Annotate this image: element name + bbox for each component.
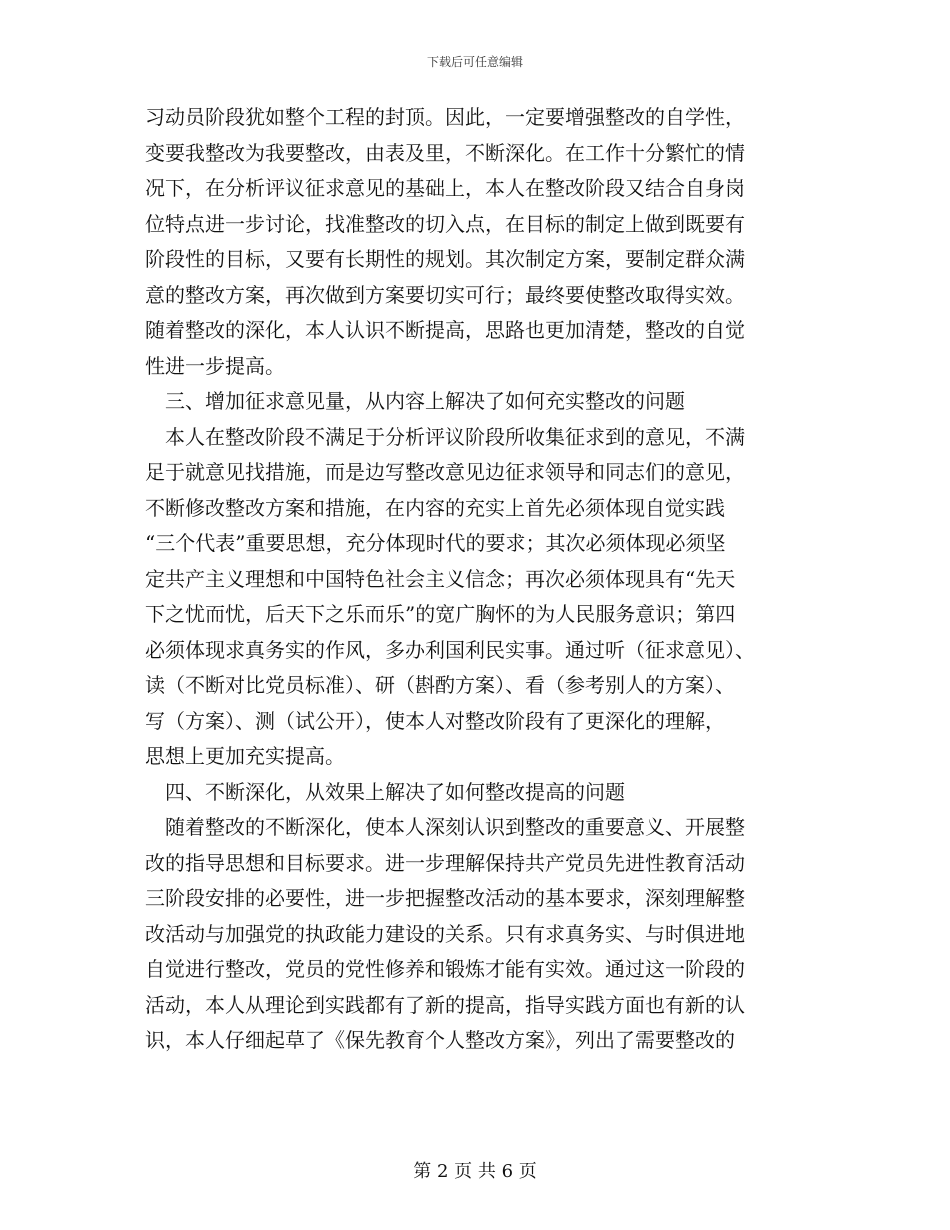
document-body <box>145 100 815 1059</box>
text-line: 随着整改的不断深化，使本人深刻认识到整改的重要意义、开展整 <box>145 815 745 839</box>
text-line: 读（不断对比党员标准）、研（斟酌方案）、看（参考别人的方案）、 <box>145 673 735 697</box>
text-line: 自觉进行整改，党员的党性修养和锻炼才能有实效。通过这一阶段的 <box>145 957 745 981</box>
text-line: 变要我整改为我要整改，由表及里，不断深化。在工作十分繁忙的情 <box>145 140 745 165</box>
text-line: 必须体现求真务实的作风，多办利国利民实事。通过听（征求意见）、 <box>145 637 755 662</box>
text-line: 下之忧而忧，后天下之乐而乐”的宽广胸怀的为人民服务意识；第四 <box>145 602 736 626</box>
page-header: 下载后可任意编辑 <box>426 55 523 69</box>
text-line: 三阶段安排的必要性，进一步把握整改活动的基本要求，深刻理解整 <box>145 886 745 910</box>
text-line: 本人在整改阶段不满足于分析评议阶段所收集征求到的意见，不满 <box>145 424 745 449</box>
text-line: 习动员阶段犹如整个工程的封顶。因此，一定要增强整改的自学性， <box>145 105 745 129</box>
text-line: 三、增加征求意见量，从内容上解决了如何充实整改的问题 <box>145 389 685 413</box>
text-line: 性进一步提高。 <box>145 353 285 378</box>
text-line: 识，本人仔细起草了《保先教育个人整改方案》，列出了需要整改的 <box>145 1028 735 1052</box>
text-line: 阶段性的目标，又要有长期性的规划。其次制定方案，要制定群众满 <box>145 247 745 271</box>
text-line: 不断修改整改方案和措施，在内容的充实上首先必须体现自觉实践 <box>145 495 725 520</box>
text-line: 四、不断深化，从效果上解决了如何整改提高的问题 <box>145 779 625 804</box>
text-line: 思想上更加充实提高。 <box>145 744 345 768</box>
text-line: 足于就意见找措施，而是边写整改意见边征求领导和同志们的意见， <box>145 460 745 484</box>
text-line: 定共产主义理想和中国特色社会主义信念；再次必须体现具有“先天 <box>145 566 736 591</box>
text-line: 活动，本人从理论到实践都有了新的提高，指导实践方面也有新的认 <box>145 992 745 1017</box>
text-line: 意的整改方案，再次做到方案要切实可行；最终要使整改取得实效。 <box>145 282 745 307</box>
text-line: 写（方案）、测（试公开），使本人对整改阶段有了更深化的理解， <box>145 708 725 733</box>
page-footer: 第 2 页 共 6 页 <box>413 1161 537 1182</box>
text-line: “三个代表”重要思想，充分体现时代的要求；其次必须体现必须坚 <box>145 531 726 555</box>
text-line: 况下，在分析评议征求意见的基础上，本人在整改阶段又结合自身岗 <box>145 176 745 200</box>
text-line: 随着整改的深化，本人认识不断提高，思路也更加清楚，整改的自觉 <box>145 318 745 342</box>
text-line: 改的指导思想和目标要求。进一步理解保持共产党员先进性教育活动 <box>145 850 745 875</box>
text-line: 改活动与加强党的执政能力建设的关系。只有求真务实、与时俱进地 <box>145 921 745 946</box>
text-line: 位特点进一步讨论，找准整改的切入点，在目标的制定上做到既要有 <box>145 211 745 236</box>
